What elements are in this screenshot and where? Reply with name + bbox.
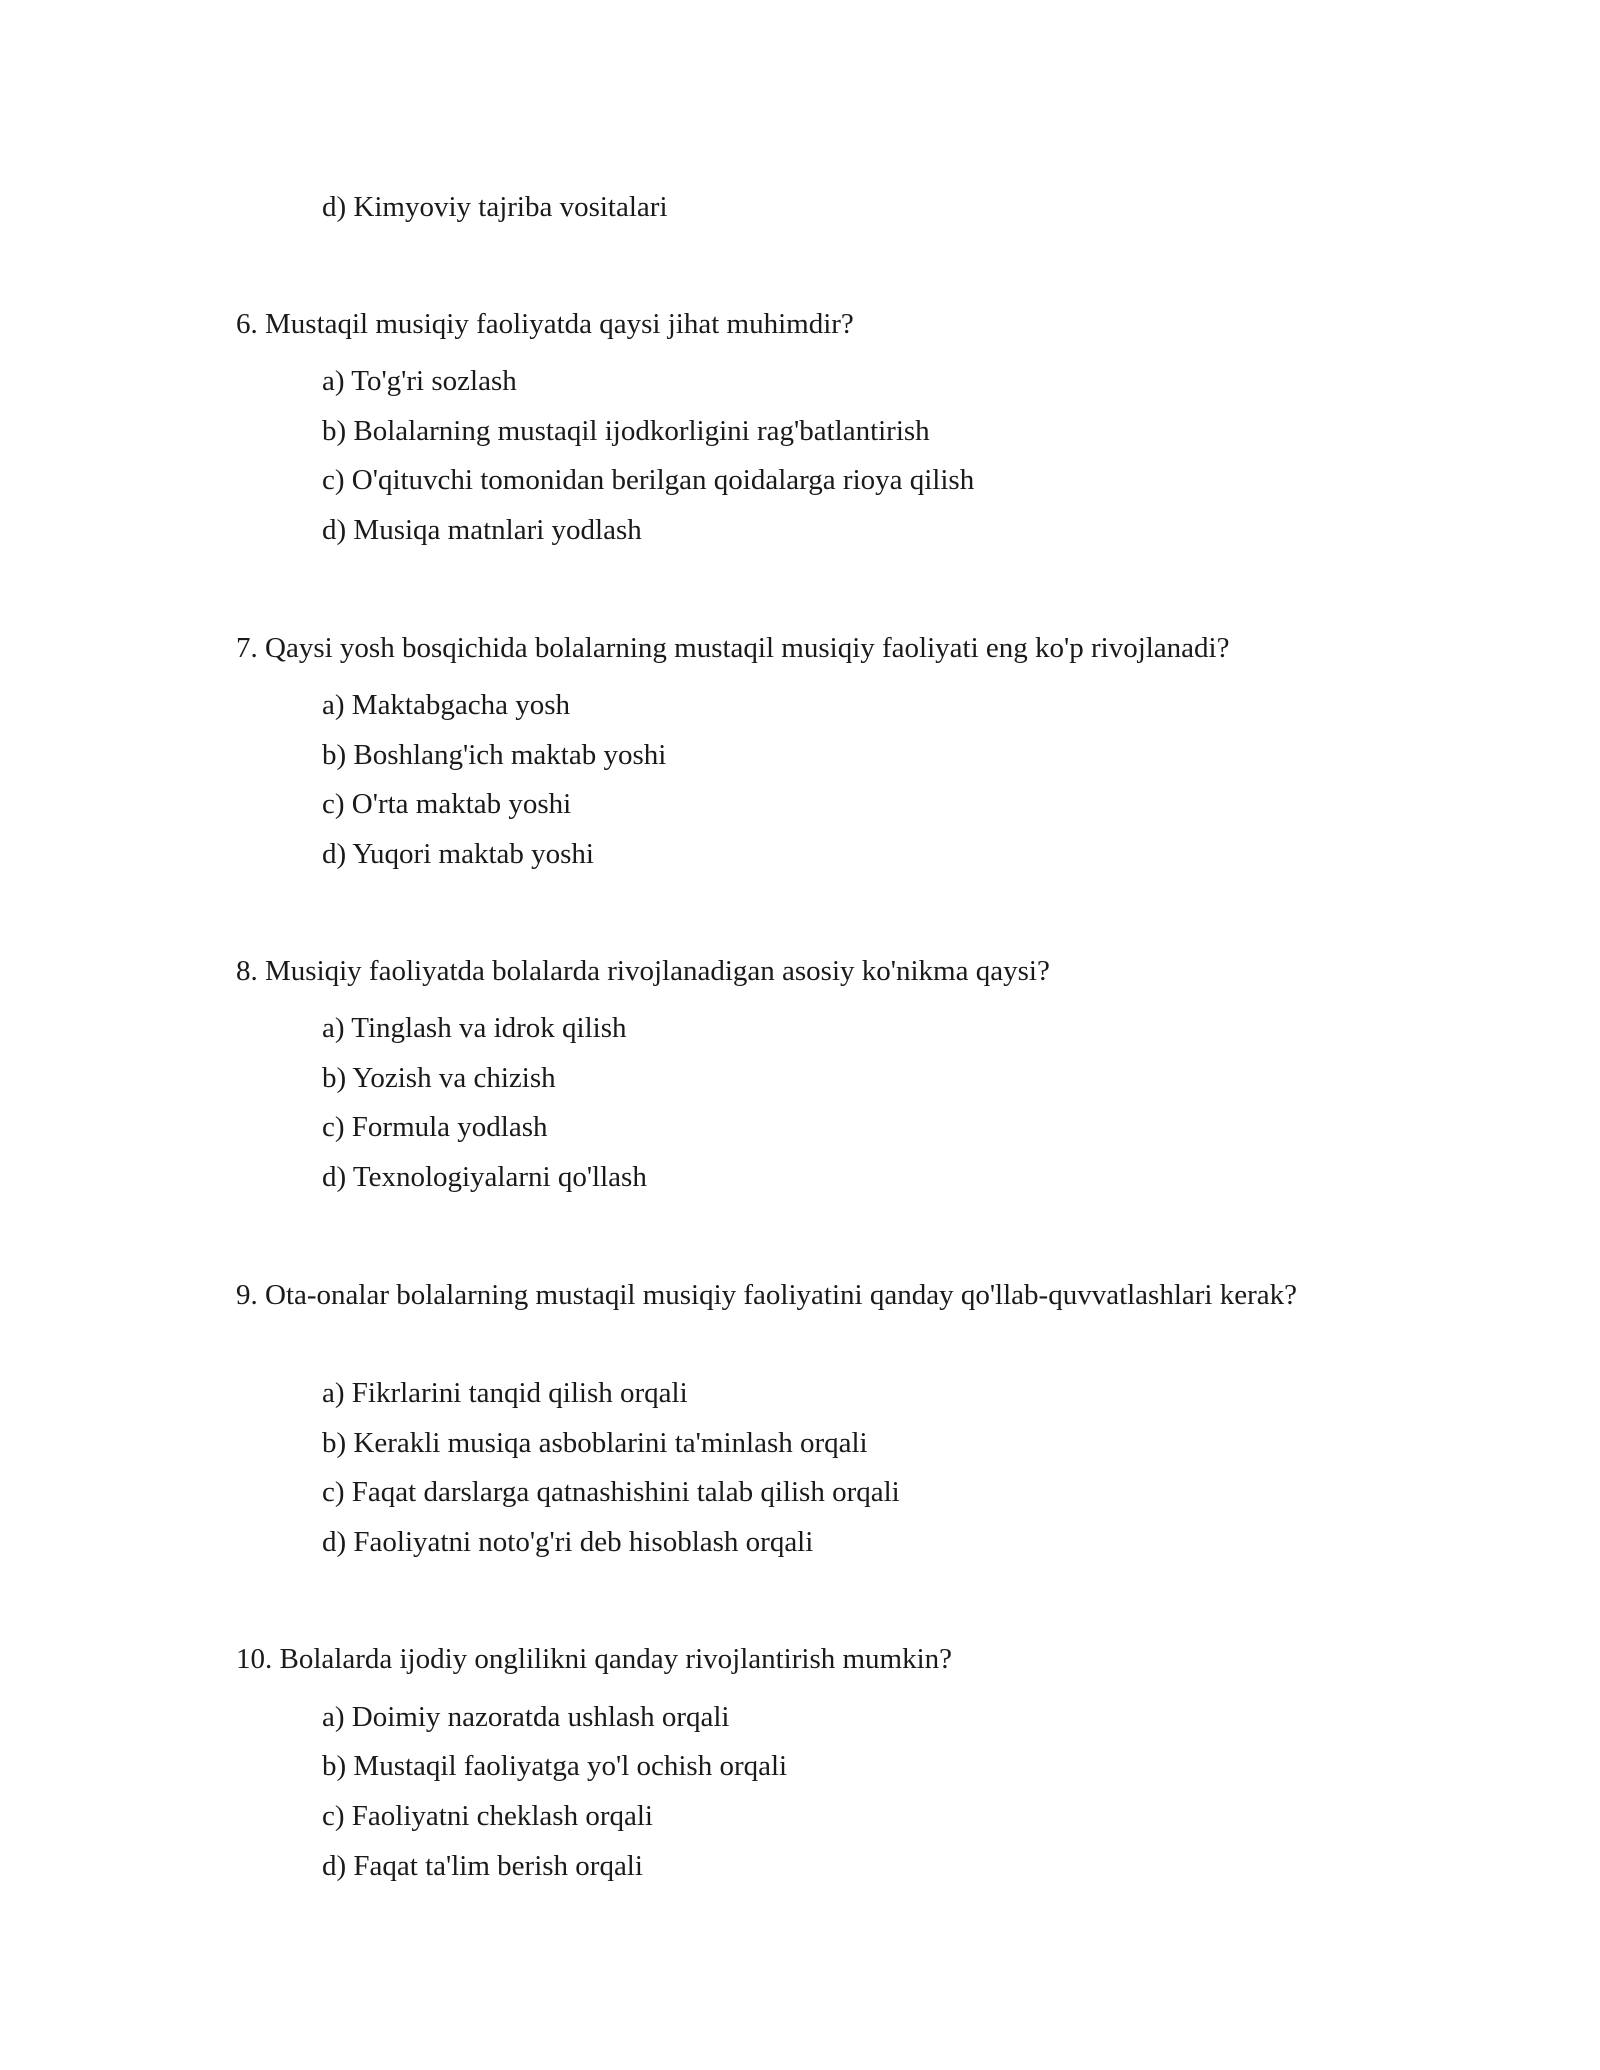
option-a-q9: a) Fikrlarini tanqid qilish orqali [322, 1377, 688, 1409]
question-10: 10. Bolalarda ijodiy onglilikni qanday rivojlantirish mumkin? [236, 1643, 953, 1675]
question-6: 6. Mustaqil musiqiy faoliyatda qaysi jihat muhimdir? [236, 308, 854, 340]
option-a-q6: a) To'g'ri sozlash [322, 365, 517, 397]
option-c-q7: c) O'rta maktab yoshi [322, 788, 572, 820]
option-b-q6: b) Bolalarning mustaqil ijodkorligini rag'batlantirish [322, 415, 930, 447]
question-8: 8. Musiqiy faoliyatda bolalarda rivojlanadigan asosiy ko'nikma qaysi? [236, 955, 1050, 987]
option-d-q6: d) Musiqa matnlari yodlash [322, 514, 642, 546]
option-c-q10: c) Faoliyatni cheklash orqali [322, 1800, 653, 1832]
option-a-q10: a) Doimiy nazoratda ushlash orqali [322, 1701, 730, 1733]
option-b-q9: b) Kerakli musiqa asboblarini ta'minlash orqali [322, 1427, 868, 1459]
option-c-q8: c) Formula yodlash [322, 1111, 548, 1143]
option-d-q7: d) Yuqori maktab yoshi [322, 838, 594, 870]
question-9: 9. Ota-onalar bolalarning mustaqil musiqiy faoliyatini qanday qo'llab-quvvatlashlari kerak? [236, 1279, 1298, 1311]
option-a-q7: a) Maktabgacha yosh [322, 689, 571, 721]
option-b-q8: b) Yozish va chizish [322, 1062, 556, 1094]
option-d-q5: d) Kimyoviy tajriba vositalari [322, 191, 668, 223]
option-b-q10: b) Mustaqil faoliyatga yo'l ochish orqali [322, 1750, 788, 1782]
option-b-q7: b) Boshlang'ich maktab yoshi [322, 739, 667, 771]
option-d-q8: d) Texnologiyalarni qo'llash [322, 1161, 647, 1193]
option-c-q9: c) Faqat darslarga qatnashishini talab qilish orqali [322, 1476, 900, 1508]
option-c-q6: c) O'qituvchi tomonidan berilgan qoidalarga rioya qilish [322, 464, 975, 496]
option-d-q10: d) Faqat ta'lim berish orqali [322, 1850, 643, 1882]
option-a-q8: a) Tinglash va idrok qilish [322, 1012, 627, 1044]
option-d-q9: d) Faoliyatni noto'g'ri deb hisoblash orqali [322, 1526, 814, 1558]
question-7: 7. Qaysi yosh bosqichida bolalarning mustaqil musiqiy faoliyati eng ko'p rivojlanadi? [236, 632, 1230, 664]
